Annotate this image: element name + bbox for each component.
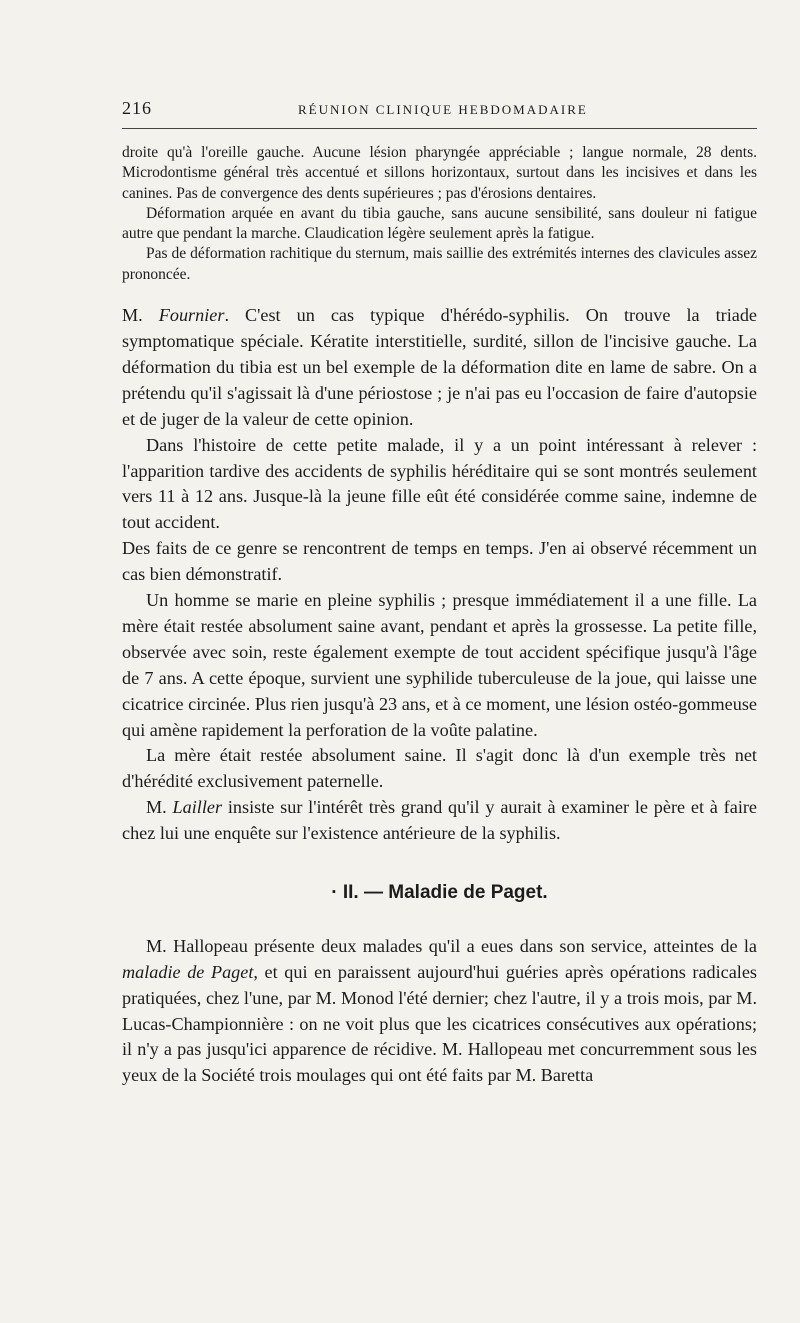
discussion-paragraph: Des faits de ce genre se rencontrent de temps en temps. J'en ai observé récemment un cas bien démonstratif.	[122, 538, 757, 585]
page-number: 216	[122, 98, 152, 118]
paget-block	[122, 934, 757, 1089]
observation-paragraph: Pas de déformation rachitique du sternum, mais saillie des extrémités internes des clavicules assez prononcée.	[122, 245, 757, 283]
discussion-block	[122, 303, 757, 847]
section-heading: · II. — Maladie de Paget.	[331, 882, 548, 904]
header-rule	[122, 128, 757, 129]
paragraph-text: insiste sur l'intérêt très grand qu'il y aurait à examiner le père et à faire chez lui une enquête sur l'existence antérieure de la syphilis.	[122, 797, 757, 844]
discussion-paragraph: Dans l'histoire de cette petite malade, il y a un point intéressant à relever : l'apparition tardive des accidents de syphilis héréditaire qui se sont montrés seulement vers 11 à 12 ans. Jusque-là la jeune fille eût été considérée comme saine, indemne de tout accident.	[122, 434, 757, 533]
observation-paragraph: droite qu'à l'oreille gauche. Aucune lésion pharyngée appréciable ; langue normale, 28 dents. Microdontisme général très accentué et sillons horizontaux, surtout dans les incisives et dans les canines. Pas de convergence des dents supérieures ; pas d'érosions dentaires.	[122, 144, 757, 202]
observation-block	[122, 143, 757, 285]
speaker-name: Lailler	[172, 797, 223, 818]
disease-name: maladie de Paget	[122, 961, 254, 982]
speaker-title: M.	[122, 305, 159, 326]
speaker-title: M.	[146, 797, 173, 818]
fournier-paragraph	[122, 303, 757, 433]
discussion-paragraph: Un homme se marie en pleine syphilis ; presque immédiatement il a une fille. La mère était restée absolument saine avant, pendant et après la grossesse. La petite fille, observée avec soin, reste également exempte de tout accident spécifique jusqu'à l'âge de 7 ans. A cette époque, survient une syphilide tuberculeuse de la joue, qui laisse une cicatrice circinée. Plus rien jusqu'à 23 ans, et à ce moment, une lésion ostéo-gommeuse qui amène rapidement la perforation de la voûte palatine.	[122, 590, 757, 740]
paragraph-text: . C'est un cas typique d'hérédo-syphilis. On trouve la triade symptomatique spéciale. Kératite interstitielle, surdité, sillon de l'incisive gauche. La déformation du tibia est un bel exemple de la déformation dite en lame de sabre. On a prétendu qu'il s'agissait là d'une périostose ; je n'ai pas eu l'occasion de faire d'autopsie et de juger de la valeur de cette opinion.	[122, 305, 757, 429]
running-title: RÉUNION CLINIQUE HEBDOMADAIRE	[298, 102, 588, 117]
observation-paragraph: Déformation arquée en avant du tibia gauche, sans aucune sensibilité, sans douleur ni fatigue autre que pendant la marche. Claudication légère seulement après la fatigue.	[122, 204, 757, 243]
discussion-paragraph: La mère était restée absolument saine. Il s'agit donc là d'un exemple très net d'hérédité exclusivement paternelle.	[122, 745, 757, 792]
paget-paragraph	[122, 934, 757, 1089]
page-header	[122, 98, 757, 124]
paragraph-text: , et qui en paraissent aujourd'hui guéries après opérations radicales pratiquées, chez l'une, par M. Monod l'été dernier; chez l'autre, il y a trois mois, par M. Lucas-Championnière : on ne voit plus que les cicatrices consécutives aux opérations; il n'y a pas jusqu'ici apparence de récidive. M. Hallopeau met concurremment sous les yeux de la Société trois moulages qui ont été faits par M. Baretta	[122, 961, 758, 1086]
paragraph-text: M. Hallopeau présente deux malades qu'il a eues dans son service, atteintes de la	[146, 936, 757, 957]
speaker-name: Fournier	[158, 305, 225, 326]
lailler-paragraph	[122, 795, 757, 847]
